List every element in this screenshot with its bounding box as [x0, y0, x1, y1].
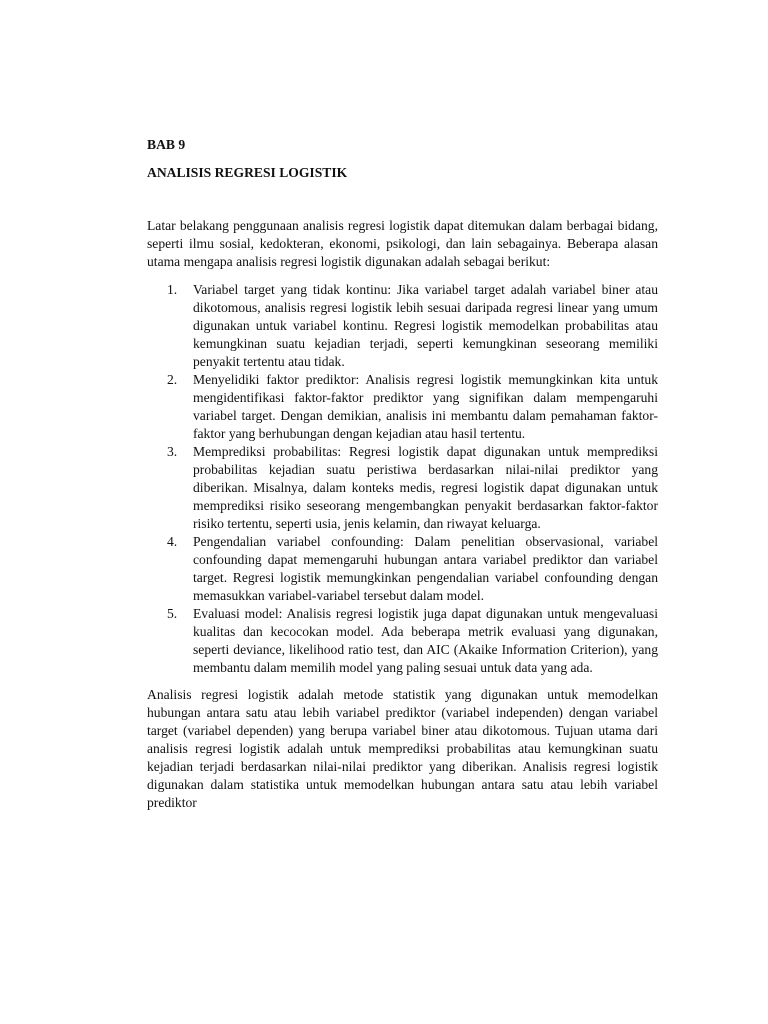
- document-page: [147, 136, 658, 812]
- list-item-number: 1.: [167, 282, 178, 297]
- list-item-number: 4.: [167, 534, 178, 549]
- reasons-list: [147, 281, 658, 677]
- list-item-number: 3.: [167, 444, 178, 459]
- list-item-text: Pengendalian variabel confounding: Dalam penelitian observasional, variabel confounding dapat memengaruhi hubungan antara variabel prediktor dan variabel target. Regresi logistik memungkinkan pengendalian variabel confounding dengan memasukkan variabel-variabel tersebut dalam model.: [193, 534, 658, 603]
- list-item: [147, 371, 658, 443]
- list-item: [147, 605, 658, 677]
- chapter-label: BAB 9: [147, 137, 186, 152]
- list-item-number: 5.: [167, 606, 178, 621]
- list-item-number: 2.: [167, 372, 178, 387]
- list-item: [147, 533, 658, 605]
- list-item-text: Variabel target yang tidak kontinu: Jika variabel target adalah variabel biner atau dikotomous, analisis regresi logistik lebih sesuai daripada regresi linear yang umum digunakan untuk variabel kontinu. Regresi logistik memodelkan probabilitas atau kemungkinan suatu kejadian terjadi, seperti kemungkinan seseorang memiliki penyakit tertentu atau tidak.: [193, 282, 658, 369]
- list-item: [147, 443, 658, 533]
- list-item-text: Evaluasi model: Analisis regresi logistik juga dapat digunakan untuk mengevaluasi kualitas dan kecocokan model. Ada beberapa metrik evaluasi yang digunakan, seperti deviance, likelihood ratio test, dan AIC (Akaike Information Criterion), yang membantu dalam memilih model yang paling sesuai untuk data yang ada.: [193, 606, 658, 675]
- closing-paragraph: Analisis regresi logistik adalah metode statistik yang digunakan untuk memodelkan hubungan antara satu atau lebih variabel prediktor (variabel independen) dengan variabel target (variabel dependen) yang berupa variabel biner atau dikotomous. Tujuan utama dari analisis regresi logistik adalah untuk memprediksi probabilitas atau kemungkinan suatu kejadian terjadi berdasarkan nilai-nilai prediktor yang diberikan. Analisis regresi logistik digunakan dalam statistika untuk memodelkan hubungan antara satu atau lebih variabel prediktor: [147, 687, 658, 810]
- list-item: [147, 281, 658, 371]
- list-item-text: Memprediksi probabilitas: Regresi logistik dapat digunakan untuk memprediksi probabilitas kejadian suatu peristiwa berdasarkan nilai-nilai prediktor yang diberikan. Misalnya, dalam konteks medis, regresi logistik dapat digunakan untuk memprediksi risiko seseorang mengembangkan penyakit berdasarkan faktor-faktor risiko tertentu, seperti usia, jenis kelamin, dan riwayat keluarga.: [193, 444, 658, 531]
- intro-paragraph: Latar belakang penggunaan analisis regresi logistik dapat ditemukan dalam berbagai bidang, seperti ilmu sosial, kedokteran, ekonomi, psikologi, dan lain sebagainya. Beberapa alasan utama mengapa analisis regresi logistik digunakan adalah sebagai berikut:: [147, 218, 658, 269]
- chapter-title: ANALISIS REGRESI LOGISTIK: [147, 165, 348, 180]
- list-item-text: Menyelidiki faktor prediktor: Analisis regresi logistik memungkinkan kita untuk mengidentifikasi faktor-faktor prediktor yang signifikan dalam mempengaruhi variabel target. Dengan demikian, analisis ini membantu dalam pemahaman faktor-faktor yang berhubungan dengan kejadian atau hasil tertentu.: [193, 372, 658, 441]
